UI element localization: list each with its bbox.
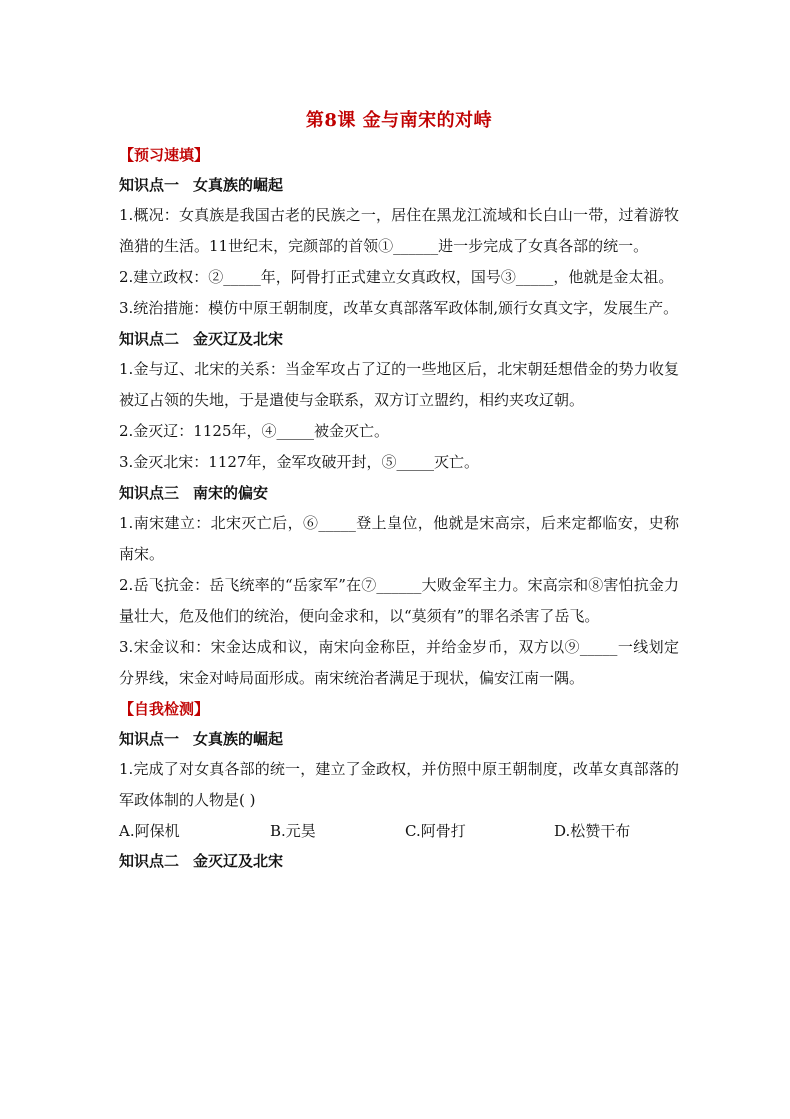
document-page <box>119 100 679 876</box>
fill-blank-item: 1.概况：女真族是我国古老的民族之一，居住在黑龙江流域和长白山一带，过着游牧渔猎的生活。11世纪末，完颜部的首领①______进一步完成了女真各部的统一。 <box>119 206 679 255</box>
knowledge-point-number: 知识点一 <box>119 176 180 194</box>
answer-options <box>119 816 679 846</box>
fill-blank-item: 3.宋金议和：宋金达成和议，南宋向金称臣，并给金岁币，双方以⑨_____一线划定分界线，宋金对峙局面形成。南宋统治者满足于现状，偏安江南一隅。 <box>119 638 679 687</box>
knowledge-point-number: 知识点二 <box>119 330 180 348</box>
knowledge-point-name: 南宋的偏安 <box>193 484 269 502</box>
option-c: C.阿骨打 <box>405 822 466 840</box>
knowledge-point-heading <box>119 724 679 754</box>
knowledge-point-name: 女真族的崛起 <box>193 730 284 748</box>
option-b: B.元昊 <box>270 822 316 840</box>
fill-blank-item: 1.金与辽、北宋的关系：当金军攻占了辽的一些地区后，北宋朝廷想借金的势力收复被辽占领的失地，于是遣使与金联系，双方订立盟约，相约夹攻辽朝。 <box>119 360 679 409</box>
knowledge-point-number: 知识点二 <box>119 852 180 870</box>
section-preview-heading: 【预习速填】 <box>119 146 210 164</box>
knowledge-point-heading <box>119 170 679 200</box>
question-text: 1.完成了对女真各部的统一，建立了金政权，并仿照中原王朝制度，改革女真部落的军政体制的人物是( ) <box>119 760 679 809</box>
knowledge-point-name: 金灭辽及北宋 <box>193 330 284 348</box>
fill-blank-item: 2.建立政权：②_____年，阿骨打正式建立女真政权，国号③_____，他就是金太祖。 <box>119 268 674 286</box>
knowledge-point-name: 女真族的崛起 <box>193 176 284 194</box>
lesson-title: 第8课 金与南宋的对峙 <box>305 110 493 131</box>
option-a: A.阿保机 <box>119 822 180 840</box>
option-d: D.松赞干布 <box>554 822 631 840</box>
fill-blank-item: 2.金灭辽：1125年，④_____被金灭亡。 <box>119 422 389 440</box>
fill-blank-item: 1.南宋建立：北宋灭亡后，⑥_____登上皇位，他就是宋高宗，后来定都临安，史称南宋。 <box>119 514 679 563</box>
knowledge-point-heading <box>119 324 679 354</box>
knowledge-point-name: 金灭辽及北宋 <box>193 852 284 870</box>
section-selfcheck-heading: 【自我检测】 <box>119 700 210 718</box>
knowledge-point-number: 知识点一 <box>119 730 180 748</box>
fill-blank-item: 3.金灭北宋：1127年，金军攻破开封，⑤_____灭亡。 <box>119 453 479 471</box>
fill-blank-item: 2.岳飞抗金：岳飞统率的“岳家军”在⑦______大败金军主力。宋高宗和⑧害怕抗金力量壮大，危及他们的统治，便向金求和，以“莫须有”的罪名杀害了岳飞。 <box>119 576 679 625</box>
knowledge-point-heading <box>119 846 679 876</box>
knowledge-point-number: 知识点三 <box>119 484 180 502</box>
knowledge-point-heading <box>119 478 679 508</box>
fill-blank-item: 3.统治措施：模仿中原王朝制度，改革女真部落军政体制,颁行女真文字，发展生产。 <box>119 299 679 317</box>
